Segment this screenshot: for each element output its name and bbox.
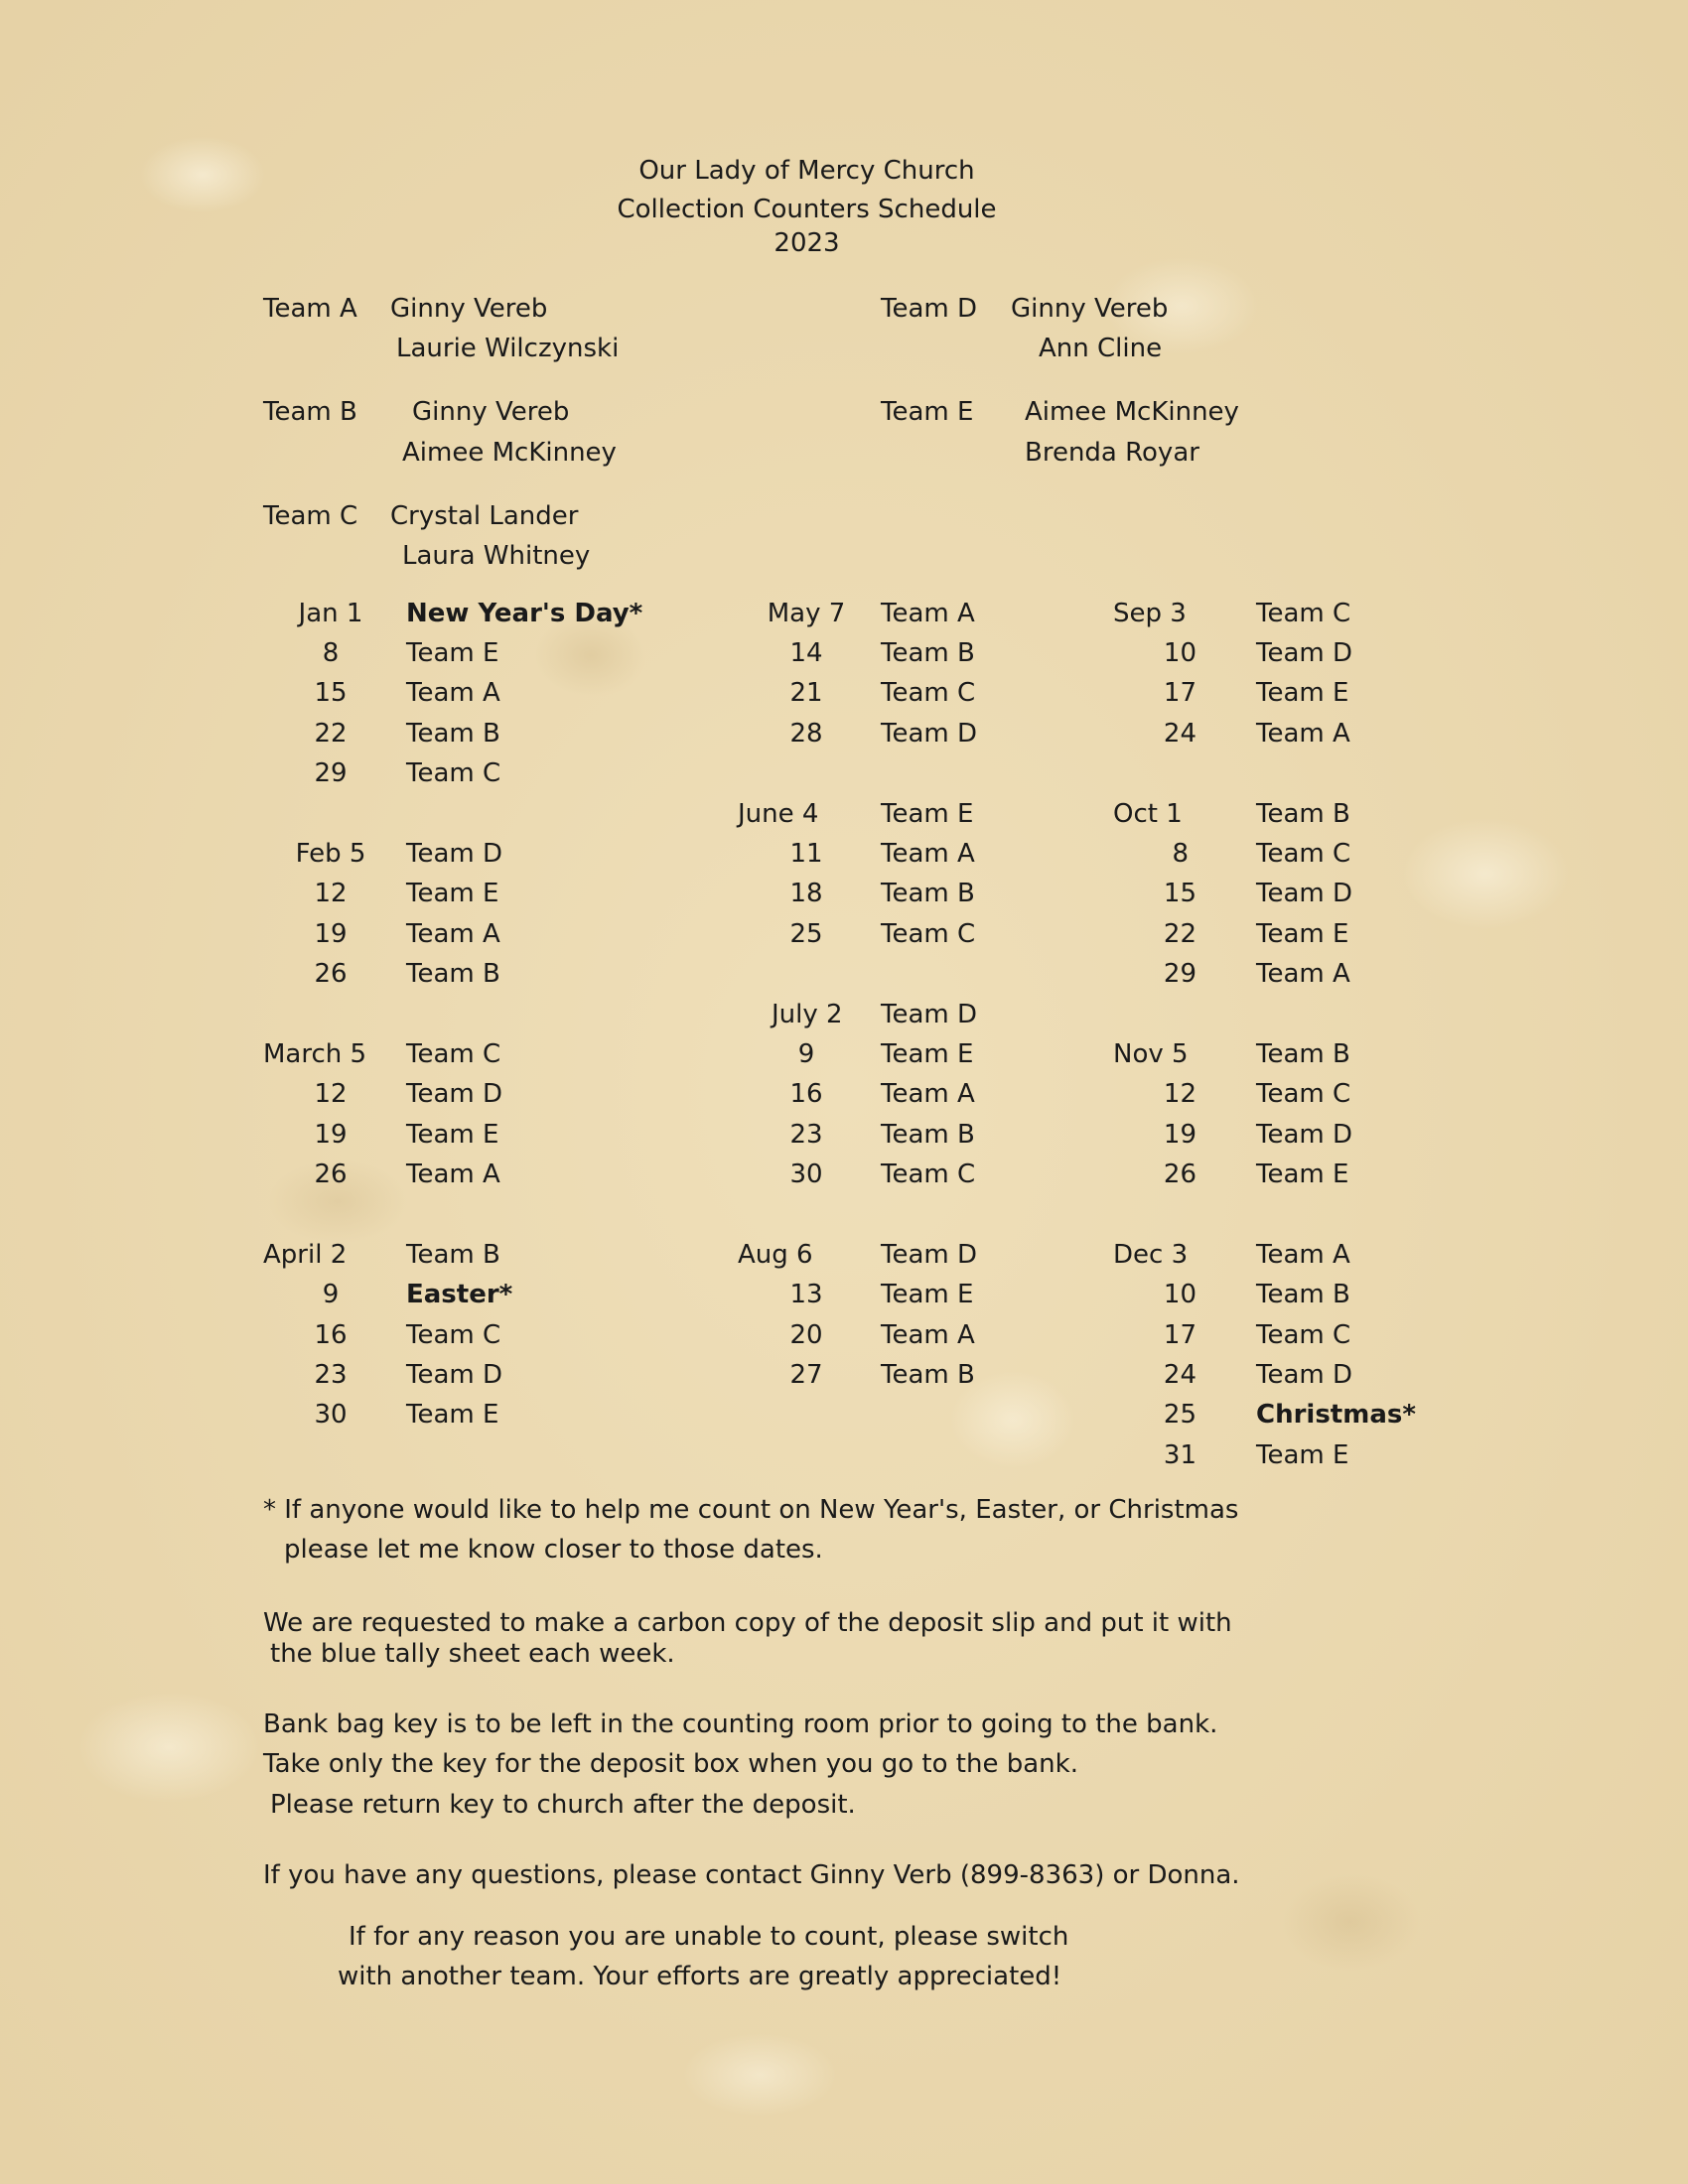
- schedule-date: 10: [1163, 1280, 1196, 1309]
- schedule-date: 27: [789, 1360, 823, 1390]
- schedule-team: Team B: [1256, 799, 1350, 829]
- schedule-team: Team B: [406, 959, 500, 989]
- schedule-team: Team E: [881, 799, 974, 829]
- schedule-team: Team C: [1256, 1320, 1351, 1350]
- schedule-date: 16: [789, 1079, 823, 1109]
- team-b-member: Aimee McKinney: [402, 438, 617, 468]
- schedule-date: 19: [314, 1120, 348, 1150]
- schedule-date: 16: [314, 1320, 348, 1350]
- schedule-date: July 2: [772, 1000, 843, 1029]
- schedule-date: Sep 3: [1113, 599, 1187, 628]
- schedule-date: 15: [1163, 879, 1196, 908]
- schedule-team: Team D: [406, 839, 503, 869]
- schedule-team: Team C: [881, 678, 976, 708]
- schedule-holiday: Easter*: [406, 1280, 513, 1309]
- schedule-date: 26: [1163, 1160, 1196, 1189]
- schedule-date: 25: [1163, 1400, 1196, 1430]
- schedule-team: Team E: [1256, 678, 1349, 708]
- schedule-team: Team A: [881, 599, 975, 628]
- team-d-member: Ginny Vereb: [1011, 294, 1169, 324]
- schedule-team: Team C: [1256, 1079, 1351, 1109]
- schedule-date: 20: [789, 1320, 823, 1350]
- schedule-date: 17: [1163, 678, 1196, 708]
- schedule-team: Team D: [1256, 879, 1353, 908]
- schedule-team: Team C: [406, 1039, 501, 1069]
- schedule-date: Jan 1: [298, 599, 363, 628]
- schedule-team: Team D: [1256, 1360, 1353, 1390]
- bank-key-note: Bank bag key is to be left in the counting room prior to going to the bank.: [263, 1709, 1218, 1739]
- schedule-date: 10: [1163, 638, 1196, 668]
- closing-note: with another team. Your efforts are greatly appreciated!: [338, 1962, 1062, 1991]
- schedule-date: March 5: [263, 1039, 367, 1069]
- schedule-date: Nov 5: [1113, 1039, 1189, 1069]
- schedule-date: 12: [1163, 1079, 1196, 1109]
- schedule-team: Team D: [406, 1360, 503, 1390]
- team-d-label: Team D: [881, 294, 978, 324]
- schedule-date: 21: [789, 678, 823, 708]
- team-c-member: Crystal Lander: [390, 501, 579, 531]
- schedule-date: Feb 5: [295, 839, 366, 869]
- closing-note: If for any reason you are unable to count, please switch: [349, 1922, 1069, 1952]
- schedule-team: Team B: [406, 1240, 500, 1270]
- schedule-date: 22: [314, 719, 348, 749]
- schedule-team: Team B: [1256, 1280, 1350, 1309]
- schedule-date: 17: [1163, 1320, 1196, 1350]
- team-a-member: Ginny Vereb: [390, 294, 548, 324]
- schedule-team: Team B: [881, 638, 975, 668]
- schedule-team: Team B: [1256, 1039, 1350, 1069]
- schedule-date: 29: [314, 758, 348, 788]
- schedule-team: Team A: [406, 1160, 500, 1189]
- team-e-member: Brenda Royar: [1025, 438, 1199, 468]
- carbon-copy-note: the blue tally sheet each week.: [270, 1639, 675, 1669]
- schedule-date: May 7: [767, 599, 846, 628]
- schedule-team: Team A: [881, 839, 975, 869]
- team-c-member: Laura Whitney: [402, 541, 591, 571]
- team-b-label: Team B: [263, 397, 357, 427]
- schedule-date: 19: [1163, 1120, 1196, 1150]
- schedule-date: 19: [314, 919, 348, 949]
- schedule-team: Team A: [881, 1079, 975, 1109]
- schedule-team: Team A: [406, 678, 500, 708]
- schedule-team: Team C: [881, 919, 976, 949]
- schedule-date: 9: [322, 1280, 340, 1309]
- schedule-team: Team E: [406, 1120, 499, 1150]
- schedule-team: Team D: [406, 1079, 503, 1109]
- schedule-team: Team E: [406, 638, 499, 668]
- schedule-date: 15: [314, 678, 348, 708]
- schedule-team: Team E: [406, 879, 499, 908]
- team-a-label: Team A: [263, 294, 357, 324]
- holiday-note: please let me know closer to those dates.: [284, 1535, 823, 1565]
- church-name: Our Lady of Mercy Church: [638, 156, 975, 186]
- schedule-date: Aug 6: [738, 1240, 813, 1270]
- schedule-team: Team C: [881, 1160, 976, 1189]
- schedule-date: 22: [1163, 919, 1196, 949]
- schedule-date: 12: [314, 1079, 348, 1109]
- team-d-member: Ann Cline: [1039, 334, 1163, 363]
- schedule-date: 24: [1163, 1360, 1196, 1390]
- carbon-copy-note: We are requested to make a carbon copy of the deposit slip and put it with: [263, 1608, 1232, 1638]
- schedule-date: Oct 1: [1113, 799, 1183, 829]
- schedule-date: June 4: [738, 799, 819, 829]
- schedule-team: Team E: [1256, 919, 1349, 949]
- schedule-date: 8: [1172, 839, 1189, 869]
- schedule-team: Team E: [406, 1400, 499, 1430]
- schedule-team: Team E: [1256, 1160, 1349, 1189]
- schedule-date: Dec 3: [1113, 1240, 1189, 1270]
- team-a-member: Laurie Wilczynski: [396, 334, 620, 363]
- schedule-date: 31: [1163, 1440, 1196, 1470]
- contact-note: If you have any questions, please contact Ginny Verb (899-8363) or Donna.: [263, 1860, 1240, 1890]
- schedule-year: 2023: [774, 228, 840, 258]
- schedule-team: Team A: [1256, 1240, 1350, 1270]
- schedule-title: Collection Counters Schedule: [617, 195, 997, 224]
- schedule-team: Team D: [881, 1240, 978, 1270]
- schedule-team: Team C: [1256, 839, 1351, 869]
- schedule-team: Team D: [1256, 638, 1353, 668]
- schedule-date: 18: [789, 879, 823, 908]
- schedule-date: 29: [1163, 959, 1196, 989]
- schedule-date: 30: [789, 1160, 823, 1189]
- schedule-date: 13: [789, 1280, 823, 1309]
- team-e-label: Team E: [881, 397, 974, 427]
- schedule-date: 23: [789, 1120, 823, 1150]
- schedule-team: Team C: [1256, 599, 1351, 628]
- schedule-team: Team D: [881, 719, 978, 749]
- schedule-date: April 2: [263, 1240, 348, 1270]
- holiday-note: * If anyone would like to help me count on New Year's, Easter, or Christmas: [263, 1495, 1239, 1525]
- schedule-team: Team C: [406, 758, 501, 788]
- schedule-holiday: New Year's Day*: [406, 599, 643, 628]
- schedule-date: 24: [1163, 719, 1196, 749]
- schedule-team: Team A: [1256, 959, 1350, 989]
- schedule-date: 25: [789, 919, 823, 949]
- schedule-team: Team A: [406, 919, 500, 949]
- schedule-team: Team C: [406, 1320, 501, 1350]
- team-e-member: Aimee McKinney: [1025, 397, 1239, 427]
- schedule-team: Team B: [881, 1360, 975, 1390]
- schedule-date: 14: [789, 638, 823, 668]
- schedule-team: Team B: [406, 719, 500, 749]
- schedule-date: 23: [314, 1360, 348, 1390]
- schedule-team: Team D: [881, 1000, 978, 1029]
- schedule-holiday: Christmas*: [1256, 1400, 1416, 1430]
- schedule-team: Team E: [881, 1039, 974, 1069]
- schedule-team: Team B: [881, 1120, 975, 1150]
- schedule-date: 26: [314, 1160, 348, 1189]
- schedule-date: 26: [314, 959, 348, 989]
- bank-key-note: Take only the key for the deposit box when you go to the bank.: [263, 1749, 1078, 1779]
- schedule-team: Team A: [881, 1320, 975, 1350]
- schedule-team: Team D: [1256, 1120, 1353, 1150]
- schedule-date: 30: [314, 1400, 348, 1430]
- team-c-label: Team C: [263, 501, 358, 531]
- schedule-date: 8: [322, 638, 340, 668]
- schedule-date: 9: [797, 1039, 815, 1069]
- schedule-date: 28: [789, 719, 823, 749]
- bank-key-note: Please return key to church after the deposit.: [270, 1790, 856, 1820]
- schedule-date: 11: [789, 839, 823, 869]
- schedule-team: Team E: [881, 1280, 974, 1309]
- schedule-team: Team A: [1256, 719, 1350, 749]
- schedule-team: Team E: [1256, 1440, 1349, 1470]
- schedule-team: Team B: [881, 879, 975, 908]
- team-b-member: Ginny Vereb: [412, 397, 570, 427]
- schedule-date: 12: [314, 879, 348, 908]
